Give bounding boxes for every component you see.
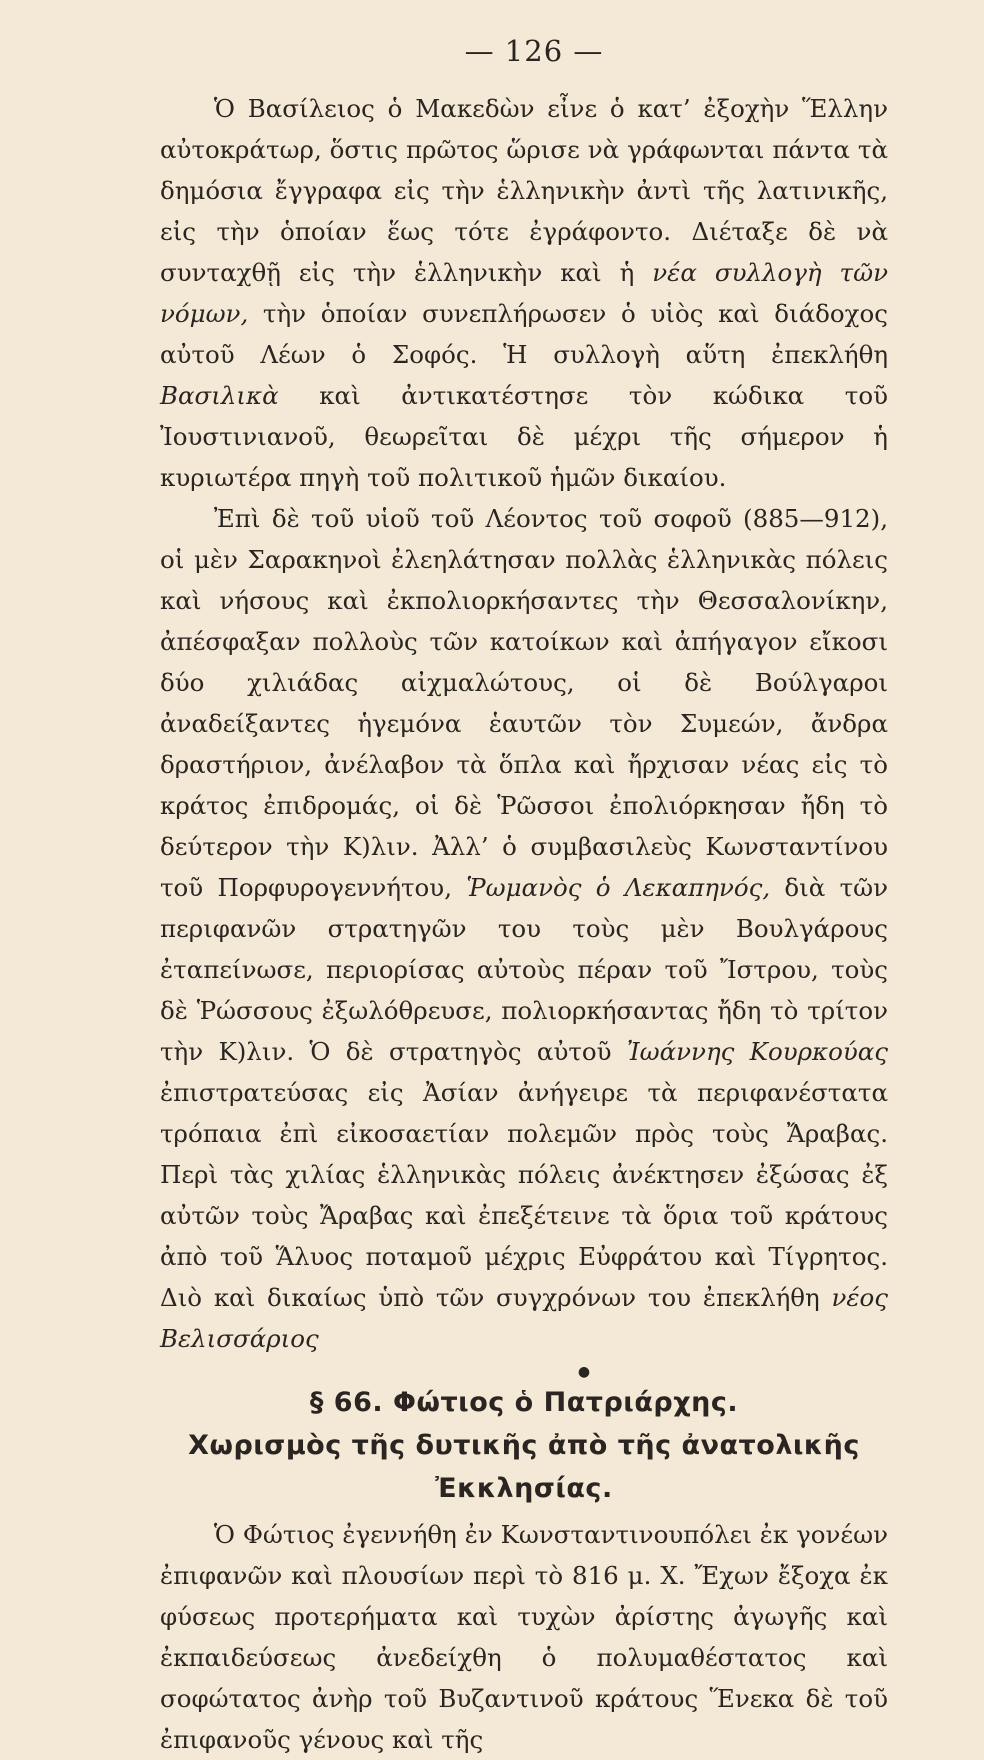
paragraph-basil-em-new-law-collection: νέα συλλογὴ τῶν νόμων, [160, 258, 888, 328]
paragraph-leo-text-c: ἐπιστρατεύσας εἰς Ἀσίαν ἀνήγειρε τὰ περιφανέστατα τρόπαια ἐπὶ εἰκοσαετίαν πολεμῶν πρὸς τοὺς Ἄραβας. Περὶ τὰς χιλίας ἑλληνικὰς πόλεις ἀνέκτησεν ἐξώσας ἐξ αὐτῶν τοὺς Ἄραβας καὶ ἐπεξέτεινε τὰ ὅρια τοῦ κράτους ἀπὸ τοῦ Ἅλυος ποταμοῦ μέχρις Εὐφράτου καὶ Τίγρητος. Διὸ καὶ δικαίως ὑπὸ τῶν συγχρόνων του ἐπεκλήθη [160, 1078, 888, 1312]
paragraph-leo-successor [160, 498, 888, 1359]
paragraph-basil-text-c: καὶ ἀντικατέστησε τὸν κώδικα τοῦ Ἰουστινιανοῦ, θεωρεῖται δὲ μέχρι τῆς σήμερον ἡ κυριωτέρα πηγὴ τοῦ πολιτικοῦ ἡμῶν δικαίου. [160, 381, 888, 492]
paragraph-basil-em-basilika: Βασιλικὰ [160, 381, 279, 410]
section-heading-line-2: Χωρισμὸς τῆς δυτικῆς ἀπὸ τῆς ἀνατολικῆς [188, 1430, 860, 1461]
paragraph-leo-em-new-belisarius: νέος Βελισσάριος [160, 1283, 888, 1353]
section-heading [160, 1381, 888, 1510]
separator-dot: ● [577, 1364, 591, 1380]
section-heading-line-1: § 66. Φώτιος ὁ Πατριάρχης. [309, 1387, 739, 1418]
paragraph-basil-text-a: Ὁ Βασίλειος ὁ Μακεδὼν εἶνε ὁ κατ’ ἐξοχὴν Ἕλλην αὐτοκράτωρ, ὅστις πρῶτος ὥρισε νὰ γράφωνται πάντα τὰ δημόσια ἔγγραφα εἰς τὴν ἑλληνικὴν ἀντὶ τῆς λατινικῆς, εἰς τὴν ὁποίαν ἕως τότε ἐγράφοντο. Διέταξε δὲ νὰ συνταχθῇ εἰς τὴν ἑλληνικὴν καὶ ἡ [160, 94, 888, 287]
paragraph-basil-text-b: τὴν ὁποίαν συνεπλήρωσεν ὁ υἱὸς καὶ διάδοχος αὐτοῦ Λέων ὁ Σοφός. Ἡ συλλογὴ αὕτη ἐπεκλήθη [160, 299, 888, 369]
paragraph-leo-em-romanos: Ῥωμανὸς ὁ Λεκαπηνός, [466, 873, 771, 902]
paragraph-photios: Ὁ Φώτιος ἐγεννήθη ἐν Κωνσταντινουπόλει ἐκ γονέων ἐπιφανῶν καὶ πλουσίων περὶ τὸ 816 μ. Χ. Ἔχων ἔξοχα ἐκ φύσεως προτερήματα καὶ τυχὼν ἀρίστης ἀγωγῆς καὶ ἐκπαιδεύσεως ἀνεδείχθη ὁ πολυμαθέστατος καὶ σοφώτατος ἀνὴρ τοῦ Βυζαντινοῦ κράτους Ἕνεκα δὲ τοῦ ἐπιφανοῦς γένους καὶ τῆς [160, 1520, 888, 1754]
paragraph-leo-em-kourkouas: Ἰωάννης Κουρκούας [626, 1037, 888, 1066]
paragraph-basil [160, 88, 888, 498]
section-heading-line-3: Ἐκκλησίας. [435, 1473, 613, 1504]
page-number: — 126 — [464, 34, 604, 68]
paragraph-leo-text-b: διὰ τῶν περιφανῶν στρατηγῶν του τοὺς μὲν Βουλγάρους ἐταπείνωσε, περιορίσας αὐτοὺς πέραν τοῦ Ἴστρου, τοὺς δὲ Ῥώσσους ἐξωλόθρευσε, πολιορκήσαντας ἤδη τὸ τρίτον τὴν Κ)λιν. Ὁ δὲ στρατηγὸς αὐτοῦ [160, 873, 888, 1066]
paragraph-leo-text-a: Ἐπὶ δὲ τοῦ υἱοῦ τοῦ Λέοντος τοῦ σοφοῦ (885—912), οἱ μὲν Σαρακηνοὶ ἐλεηλάτησαν πολλὰς ἑλληνικὰς πόλεις καὶ νήσους καὶ ἐκπολιορκήσαντες τὴν Θεσσαλονίκην, ἀπέσφαξαν πολλοὺς τῶν κατοίκων καὶ ἀπήγαγον εἴκοσι δύο χιλιάδας αἰχμαλώτους, οἱ δὲ Βούλγαροι ἀναδείξαντες ἡγεμόνα ἑαυτῶν τὸν Συμεών, ἄνδρα δραστήριον, ἀνέλαβον τὰ ὅπλα καὶ ἤρχισαν νέας εἰς τὸ κράτος ἐπιδρομάς, οἱ δὲ Ῥῶσσοι ἐπολιόρκησαν ἤδη τὸ δεύτερον τὴν Κ)λιν. Ἀλλ’ ὁ συμβασιλεὺς Κωνσταντίνου τοῦ Πορφυρογεννήτου, [160, 504, 888, 902]
